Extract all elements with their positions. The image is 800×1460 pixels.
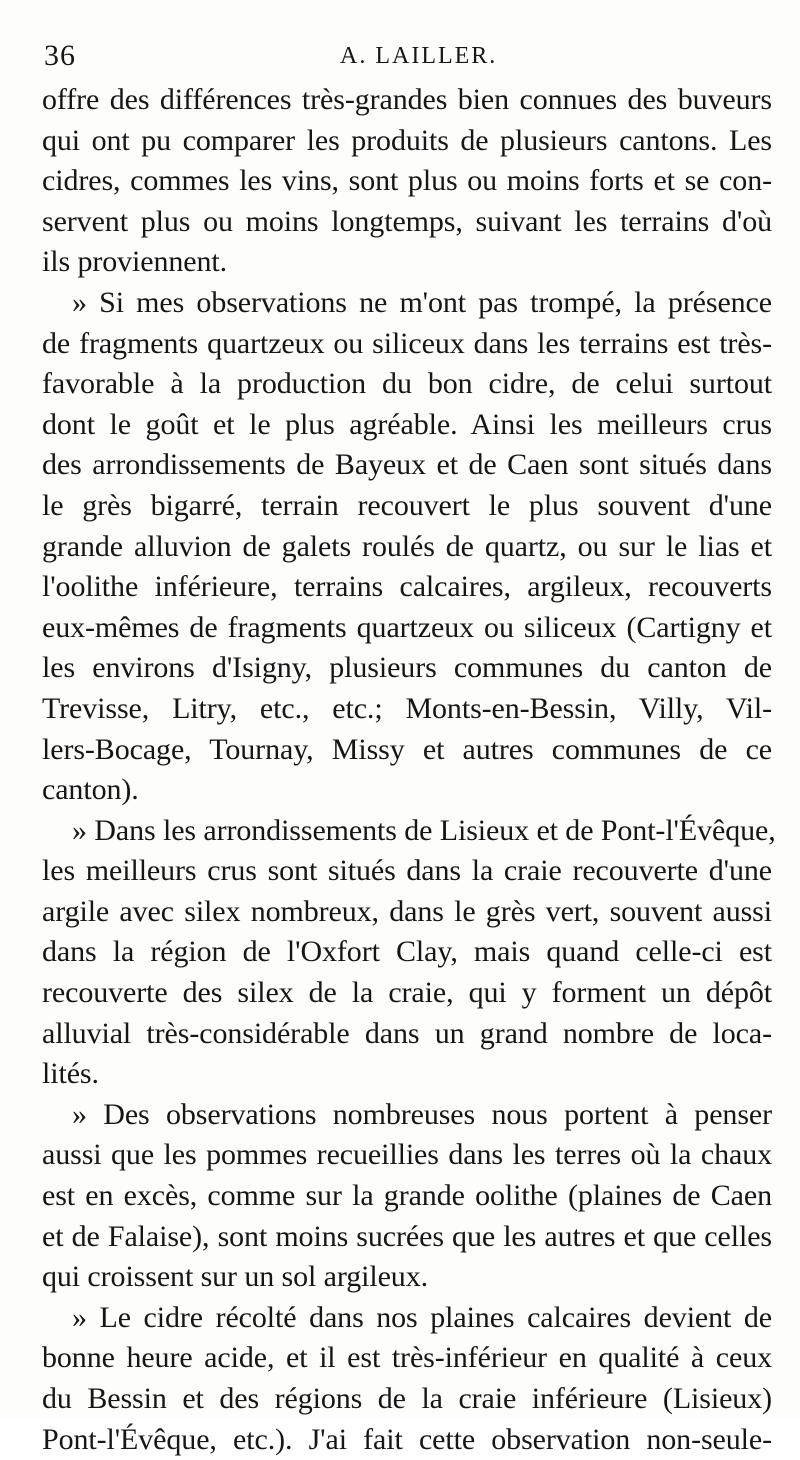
text-line: » Des observations nombreuses nous portent à penser (72, 1097, 772, 1131)
text-line: qui croissent sur un sol argileux. (42, 1260, 428, 1294)
text-line: lers-Bocage, Tournay, Missy et autres communes de ce (42, 732, 772, 766)
text-line: eux-mêmes de fragments quartzeux ou siliceux (Cartigny et (42, 610, 772, 644)
text-line: offre des différences très-grandes bien connues des buveurs (42, 83, 772, 116)
body-text (42, 80, 776, 1460)
text-line: le grès bigarré, terrain recouvert le plus souvent d'une (42, 488, 772, 522)
text-line: » Dans les arrondissements de Lisieux et de Pont-l'Évêque, (72, 813, 776, 847)
text-line: canton). (42, 773, 139, 807)
text-line: du Bessin et des régions de la craie inférieure (Lisieux) (42, 1382, 772, 1415)
running-head (44, 36, 756, 76)
text-line: grande alluvion de galets roulés de quartz, ou sur le lias et (42, 529, 772, 563)
text-line: recouverte des silex de la craie, qui y forment un dépôt (42, 976, 772, 1010)
text-line: et de Falaise), sont moins sucrées que les autres et que celles (42, 1219, 772, 1253)
text-line: aussi que les pommes recueillies dans les terres où la chaux (42, 1138, 772, 1172)
text-line: Trevisse, Litry, etc., etc.; Monts-en-Bessin, Villy, Vil- (42, 691, 772, 725)
text-line: » Si mes observations ne m'ont pas trompé, la présence (72, 285, 772, 319)
text-line: servent plus ou moins longtemps, suivant les terrains d'où (42, 204, 772, 238)
text-line: bonne heure acide, et il est très-inférieur en qualité à ceux (42, 1341, 772, 1375)
text-line: qui ont pu comparer les produits de plusieurs cantons. Les (42, 123, 772, 157)
text-line: cidres, commes les vins, sont plus ou moins forts et se con- (42, 164, 772, 198)
text-line: de fragments quartzeux ou siliceux dans les terrains est très- (42, 326, 772, 360)
text-line: les environs d'Isigny, plusieurs communes du canton de (42, 651, 772, 685)
text-line: argile avec silex nombreux, dans le grès vert, souvent aussi (42, 894, 772, 928)
text-line: favorable à la production du bon cidre, de celui surtout (42, 367, 772, 401)
text-line: dont le goût et le plus agréable. Ainsi les meilleurs crus (42, 407, 772, 441)
text-line: alluvial très-considérable dans un grand nombre de loca- (42, 1016, 772, 1050)
text-line: ils proviennent. (42, 245, 228, 279)
text-line: dans la région de l'Oxfort Clay, mais quand celle-ci est (42, 935, 772, 969)
text-line: des arrondissements de Bayeux et de Caen sont situés dans (42, 448, 772, 482)
text-line: Pont-l'Évêque, etc.). J'ai fait cette observation non-seule- (42, 1422, 772, 1456)
text-line: lités. (42, 1057, 99, 1091)
text-line: les meilleurs crus sont situés dans la craie recouverte d'une (42, 854, 772, 888)
text-line: » Le cidre récolté dans nos plaines calcaires devient de (72, 1300, 772, 1334)
text-line: l'oolithe inférieure, terrains calcaires, argileux, recouverts (42, 570, 772, 604)
running-title: A. LAILLER. (340, 43, 498, 69)
page-number: 36 (44, 39, 76, 72)
text-line: est en excès, comme sur la grande oolithe (plaines de Caen (42, 1179, 772, 1213)
